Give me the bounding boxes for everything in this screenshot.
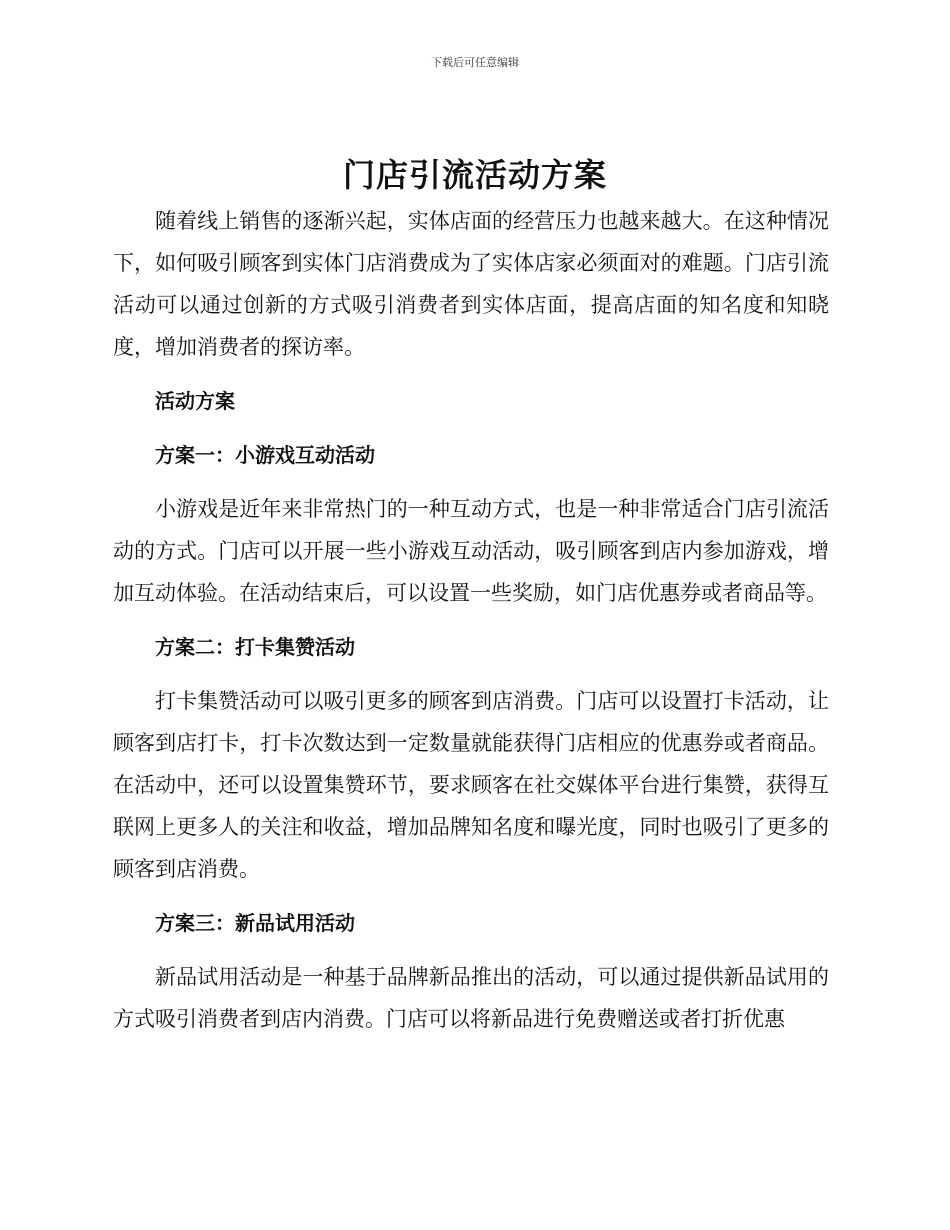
- plan-2-heading: 方案二：打卡集赞活动: [155, 635, 355, 659]
- document-body: [113, 200, 829, 1040]
- plan-1-body: 小游戏是近年来非常热门的一种互动方式，也是一种非常适合门店引流活动的方式。门店可以开展一些小游戏互动活动，吸引顾客到店内参加游戏，增加互动体验。在活动结束后，可以设置一些奖励，如门店优惠券或者商品等。: [113, 497, 829, 605]
- plan-2-body: 打卡集赞活动可以吸引更多的顾客到店消费。门店可以设置打卡活动，让顾客到店打卡，打卡次数达到一定数量就能获得门店相应的优惠券或者商品。在活动中，还可以设置集赞环节，要求顾客在社交媒体平台进行集赞，获得互联网上更多人的关注和收益，增加品牌知名度和曝光度，同时也吸引了更多的顾客到店消费。: [113, 689, 829, 881]
- section-heading: 活动方案: [155, 389, 235, 413]
- plan-3-heading: 方案三：新品试用活动: [155, 911, 355, 935]
- header-note: 下载后可任意编辑: [431, 56, 519, 69]
- page-title: 门店引流活动方案: [342, 156, 607, 194]
- plan-3-body: 新品试用活动是一种基于品牌新品推出的活动，可以通过提供新品试用的方式吸引消费者到店内消费。门店可以将新品进行免费赠送或者打折优惠: [113, 965, 829, 1031]
- plan-1-heading: 方案一：小游戏互动活动: [155, 443, 375, 467]
- intro-paragraph: 随着线上销售的逐渐兴起，实体店面的经营压力也越来越大。在这种情况下，如何吸引顾客到实体门店消费成为了实体店家必须面对的难题。门店引流活动可以通过创新的方式吸引消费者到实体店面，提高店面的知名度和知晓度，增加消费者的探访率。: [113, 209, 829, 359]
